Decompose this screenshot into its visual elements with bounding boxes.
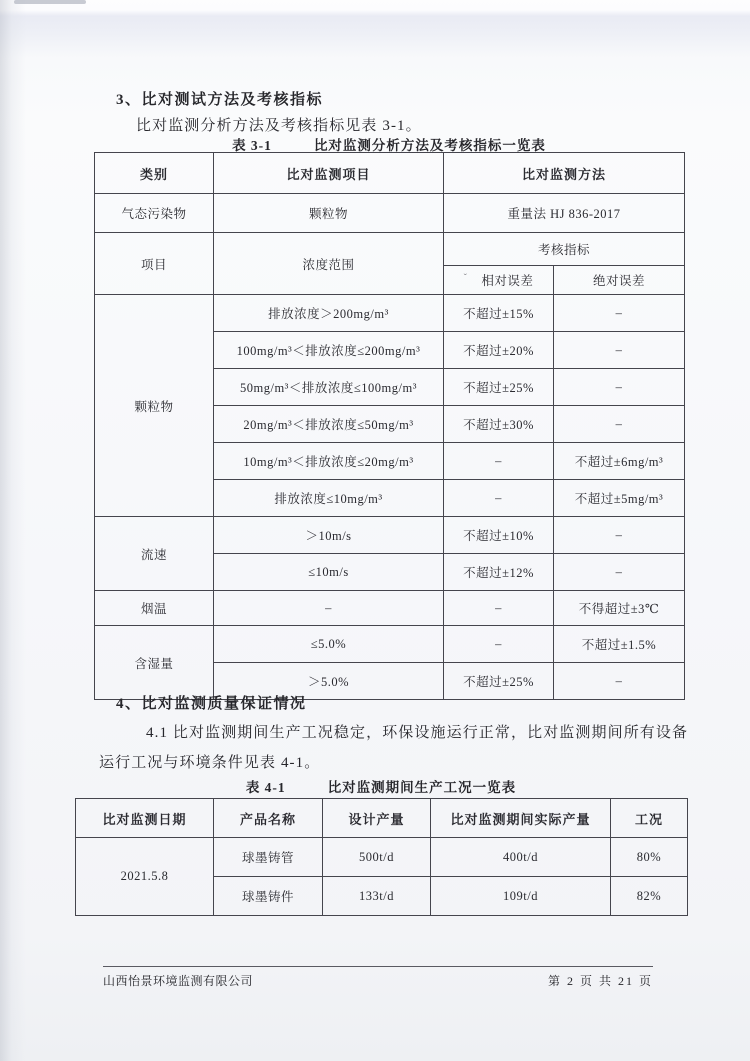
cell-load: 82% xyxy=(611,877,688,916)
section-3-intro: 比对监测分析方法及考核指标见表 3-1。 xyxy=(136,118,422,134)
section-4-heading: 4、比对监测质量保证情况 xyxy=(116,696,307,712)
cell-range: 100mg/m³＜排放浓度≤200mg/m³ xyxy=(214,332,444,369)
cell-abs: – xyxy=(554,332,685,369)
table-row xyxy=(95,626,685,663)
cell-rel: – xyxy=(444,626,554,663)
cell-rel: – xyxy=(444,591,554,626)
scan-check-mark: ˇ xyxy=(463,273,468,284)
cell-project-label: 项目 xyxy=(95,233,214,295)
table-row xyxy=(95,517,685,554)
cell-method: 重量法 HJ 836-2017 xyxy=(444,194,685,233)
cell-abs: – xyxy=(554,369,685,406)
table-3-1-caption-label: 表 3-1 xyxy=(232,138,272,153)
cell-rel: 不超过±10% xyxy=(444,517,554,554)
cell-range: ＞5.0% xyxy=(214,663,444,700)
cell-design: 500t/d xyxy=(323,838,431,877)
group-particulate: 颗粒物 xyxy=(95,295,214,517)
cell-abs: 不得超过±3℃ xyxy=(554,591,685,626)
table-row xyxy=(95,295,685,332)
cell-absolute-error-label: 绝对误差 xyxy=(554,266,685,295)
header-actual-output: 比对监测期间实际产量 xyxy=(431,799,611,838)
cell-rel: – xyxy=(444,443,554,480)
cell-assess-label: 考核指标 xyxy=(444,233,685,266)
cell-category: 气态污染物 xyxy=(95,194,214,233)
cell-rel: 不超过±25% xyxy=(444,369,554,406)
scan-artifact-dash xyxy=(14,0,86,4)
table-3-1-caption-title: 比对监测分析方法及考核指标一览表 xyxy=(313,138,546,153)
cell-abs: – xyxy=(554,663,685,700)
cell-rel: 不超过±25% xyxy=(444,663,554,700)
cell-date: 2021.5.8 xyxy=(76,838,214,916)
cell-abs: 不超过±1.5% xyxy=(554,626,685,663)
footer-company-name: 山西怡景环境监测有限公司 xyxy=(103,974,254,988)
table-3-1 xyxy=(94,152,685,700)
cell-range: 排放浓度≤10mg/m³ xyxy=(214,480,444,517)
cell-range: ≤5.0% xyxy=(214,626,444,663)
cell-rel: 不超过±15% xyxy=(444,295,554,332)
table-row xyxy=(95,233,685,266)
table-3-1-wrapper xyxy=(94,152,685,700)
cell-load: 80% xyxy=(611,838,688,877)
cell-item: 颗粒物 xyxy=(214,194,444,233)
cell-rel: 不超过±30% xyxy=(444,406,554,443)
cell-relative-error-label xyxy=(444,266,554,295)
cell-abs: – xyxy=(554,295,685,332)
cell-actual: 109t/d xyxy=(431,877,611,916)
cell-rel: 不超过±12% xyxy=(444,554,554,591)
group-moisture: 含湿量 xyxy=(95,626,214,700)
header-item: 比对监测项目 xyxy=(214,153,444,194)
table-4-1-caption-label: 表 4-1 xyxy=(245,780,286,795)
cell-abs: 不超过±5mg/m³ xyxy=(554,480,685,517)
cell-range: – xyxy=(214,591,444,626)
table-4-1-caption-title: 比对监测期间生产工况一览表 xyxy=(327,780,517,795)
cell-rel: – xyxy=(444,480,554,517)
header-load: 工况 xyxy=(611,799,688,838)
cell-range: 排放浓度＞200mg/m³ xyxy=(214,295,444,332)
footer-page-number: 第 2 页 共 21 页 xyxy=(547,974,653,988)
table-row xyxy=(76,838,688,877)
cell-range: 50mg/m³＜排放浓度≤100mg/m³ xyxy=(214,369,444,406)
table-row xyxy=(95,153,685,194)
table-row xyxy=(76,799,688,838)
scan-left-shadow xyxy=(0,0,26,1061)
table-row xyxy=(95,194,685,233)
group-smoke-temperature: 烟温 xyxy=(95,591,214,626)
cell-product: 球墨铸件 xyxy=(214,877,323,916)
header-product: 产品名称 xyxy=(214,799,323,838)
header-date: 比对监测日期 xyxy=(76,799,214,838)
cell-range: 20mg/m³＜排放浓度≤50mg/m³ xyxy=(214,406,444,443)
header-category: 类别 xyxy=(95,153,214,194)
cell-range: ≤10m/s xyxy=(214,554,444,591)
section-4-paragraph-line1: 4.1 比对监测期间生产工况稳定，环保设施运行正常，比对监测期间所有设备 xyxy=(146,725,689,741)
cell-abs: – xyxy=(554,517,685,554)
table-row xyxy=(95,591,685,626)
cell-range: 10mg/m³＜排放浓度≤20mg/m³ xyxy=(214,443,444,480)
cell-range: ＞10m/s xyxy=(214,517,444,554)
header-method: 比对监测方法 xyxy=(444,153,685,194)
group-flow-speed: 流速 xyxy=(95,517,214,591)
relative-error-text: 相对误差 xyxy=(481,274,534,288)
cell-product: 球墨铸管 xyxy=(214,838,323,877)
table-4-1-wrapper xyxy=(75,798,688,916)
cell-abs: – xyxy=(554,554,685,591)
table-3-1-caption xyxy=(94,134,684,154)
cell-abs: 不超过±6mg/m³ xyxy=(554,443,685,480)
table-4-1-caption xyxy=(75,776,687,796)
cell-actual: 400t/d xyxy=(431,838,611,877)
table-4-1 xyxy=(75,798,688,916)
header-design-output: 设计产量 xyxy=(323,799,431,838)
section-3-heading: 3、比对测试方法及考核指标 xyxy=(116,92,324,108)
section-4-paragraph-line2: 运行工况与环境条件见表 4-1。 xyxy=(99,755,321,771)
cell-design: 133t/d xyxy=(323,877,431,916)
cell-range-label: 浓度范围 xyxy=(214,233,444,295)
footer-divider xyxy=(103,966,653,967)
cell-abs: – xyxy=(554,406,685,443)
cell-rel: 不超过±20% xyxy=(444,332,554,369)
